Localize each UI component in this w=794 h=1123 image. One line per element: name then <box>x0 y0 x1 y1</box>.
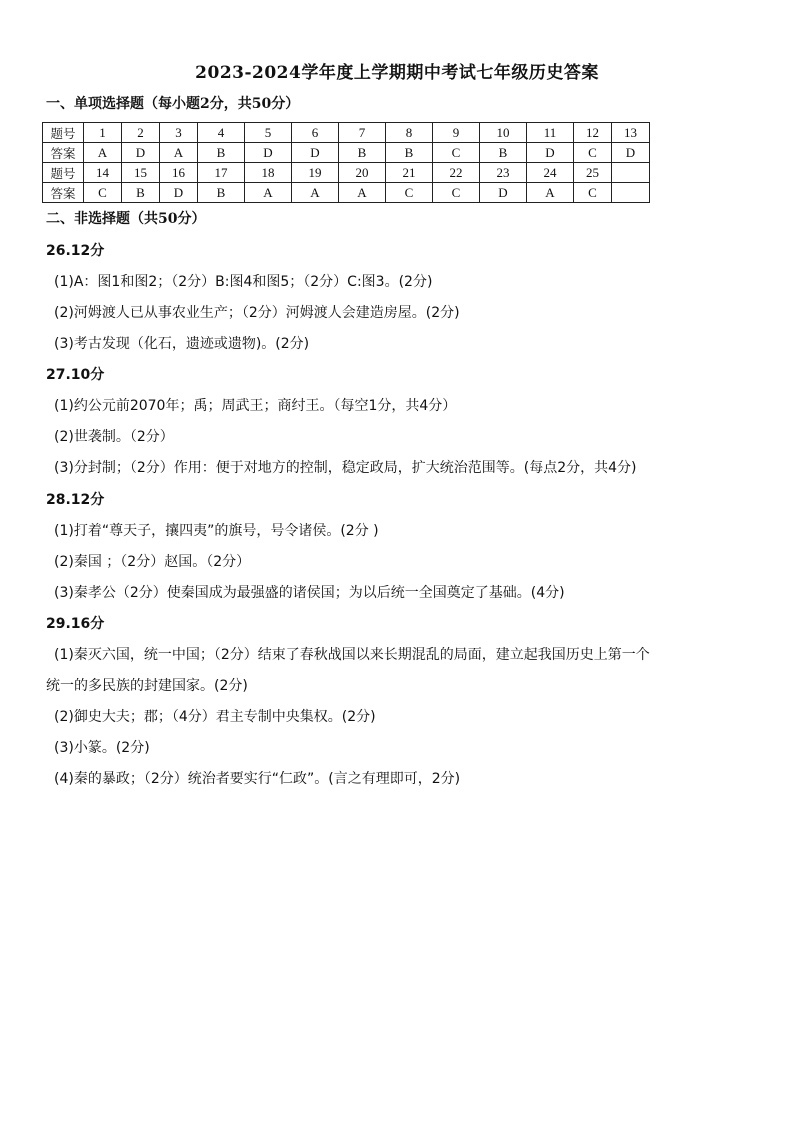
table-cell: C <box>433 183 480 203</box>
table-cell: 10 <box>480 123 527 143</box>
table-cell: B <box>480 143 527 163</box>
table-cell: B <box>386 143 433 163</box>
table-cell: 23 <box>480 163 527 183</box>
table-cell: 9 <box>433 123 480 143</box>
table-cell: C <box>386 183 433 203</box>
table-cell: 5 <box>245 123 292 143</box>
table-row <box>43 143 650 163</box>
answer-line: (3)分封制；（2分）作用：便于对地方的控制，稳定政局，扩大统治范围等。(每点2分，共4分) <box>54 460 637 476</box>
table-cell <box>612 163 650 183</box>
question-heading: 26.12分 <box>46 243 105 259</box>
table-cell: 1 <box>84 123 122 143</box>
answer-line: (2)世袭制。（2分） <box>54 429 174 445</box>
table-row <box>43 183 650 203</box>
table-cell: A <box>339 183 386 203</box>
table-cell: 4 <box>198 123 245 143</box>
table-cell: 13 <box>612 123 650 143</box>
answer-line: (1)打着“尊天子，攘四夷”的旗号，号令诸侯。(2分 ) <box>54 523 379 539</box>
table-cell: D <box>292 143 339 163</box>
table-cell: 2 <box>122 123 160 143</box>
table-cell: D <box>160 183 198 203</box>
section-heading-choice: 一、单项选择题（每小题2分，共50分） <box>46 96 300 112</box>
table-cell: 17 <box>198 163 245 183</box>
answer-line: 统一的多民族的封建国家。(2分) <box>46 678 248 694</box>
table-cell: 3 <box>160 123 198 143</box>
table-cell: C <box>574 183 612 203</box>
answer-table <box>42 122 650 203</box>
table-row <box>43 123 650 143</box>
question-heading: 28.12分 <box>46 492 105 508</box>
table-cell: 7 <box>339 123 386 143</box>
answer-line: (1)A：图1和图2；（2分）B:图4和图5；（2分）C:图3。(2分) <box>54 274 433 290</box>
table-cell: 12 <box>574 123 612 143</box>
answer-line: (2)秦国 ；（2分）赵国。（2分） <box>54 554 251 570</box>
table-cell: A <box>245 183 292 203</box>
table-cell: C <box>574 143 612 163</box>
table-cell: 15 <box>122 163 160 183</box>
answer-line: (1)约公元前2070年；禹；周武王；商纣王。（每空1分，共4分） <box>54 398 457 414</box>
section-heading-nonchoice: 二、非选择题（共50分） <box>46 211 206 227</box>
table-cell: B <box>122 183 160 203</box>
table-cell: 22 <box>433 163 480 183</box>
table-cell: 8 <box>386 123 433 143</box>
table-cell <box>612 183 650 203</box>
table-cell: C <box>433 143 480 163</box>
table-row <box>43 163 650 183</box>
question-heading: 29.16分 <box>46 616 105 632</box>
table-cell: D <box>245 143 292 163</box>
page-title: 2023-2024学年度上学期期中考试七年级历史答案 <box>195 63 599 83</box>
table-cell: 24 <box>527 163 574 183</box>
row-label: 答案 <box>43 143 84 163</box>
answer-line: (2)河姆渡人已从事农业生产；（2分）河姆渡人会建造房屋。(2分) <box>54 305 460 321</box>
table-cell: A <box>527 183 574 203</box>
table-cell: B <box>198 143 245 163</box>
table-cell: D <box>480 183 527 203</box>
table-cell: 19 <box>292 163 339 183</box>
table-cell: 20 <box>339 163 386 183</box>
table-cell: 11 <box>527 123 574 143</box>
row-label: 答案 <box>43 183 84 203</box>
table-cell: A <box>160 143 198 163</box>
table-cell: D <box>527 143 574 163</box>
table-cell: A <box>84 143 122 163</box>
answer-line: (4)秦的暴政；（2分）统治者要实行“仁政”。(言之有理即可，2分) <box>54 771 461 787</box>
table-cell: 16 <box>160 163 198 183</box>
table-cell: 21 <box>386 163 433 183</box>
question-heading: 27.10分 <box>46 367 105 383</box>
table-cell: A <box>292 183 339 203</box>
row-label: 题号 <box>43 163 84 183</box>
answer-line: (1)秦灭六国，统一中国；（2分）结束了春秋战国以来长期混乱的局面，建立起我国历史上第一个 <box>54 647 650 663</box>
table-cell: 6 <box>292 123 339 143</box>
table-cell: B <box>339 143 386 163</box>
table-cell: 14 <box>84 163 122 183</box>
table-cell: B <box>198 183 245 203</box>
answer-line: (3)秦孝公（2分）使秦国成为最强盛的诸侯国；为以后统一全国奠定了基础。(4分) <box>54 585 565 601</box>
table-cell: C <box>84 183 122 203</box>
row-label: 题号 <box>43 123 84 143</box>
table-cell: D <box>122 143 160 163</box>
table-cell: D <box>612 143 650 163</box>
table-cell: 25 <box>574 163 612 183</box>
answer-line: (2)御史大夫；郡；（4分）君主专制中央集权。(2分) <box>54 709 376 725</box>
answer-line: (3)小篆。(2分) <box>54 740 150 756</box>
table-cell: 18 <box>245 163 292 183</box>
answer-line: (3)考古发现（化石，遗迹或遗物)。(2分) <box>54 336 310 352</box>
